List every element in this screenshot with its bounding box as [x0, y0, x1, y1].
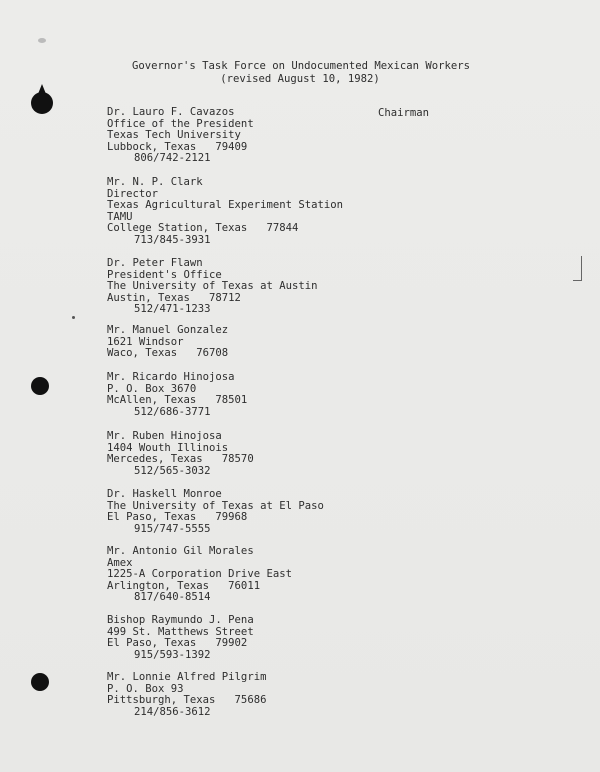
- member-address-line: McAllen, Texas 78501: [107, 394, 248, 407]
- member-entry: [107, 672, 266, 718]
- member-entry: [107, 431, 254, 477]
- chairman-label: Chairman: [378, 107, 430, 119]
- member-address-line: Pittsburgh, Texas 75686: [107, 694, 267, 707]
- member-name: Mr. Manuel Gonzalez: [107, 324, 229, 336]
- member-entry: [107, 546, 292, 604]
- member-address-line: College Station, Texas 77844: [107, 222, 299, 235]
- member-name: Mr. Antonio Gil Morales: [107, 545, 254, 557]
- member-address-line: Mercedes, Texas 78570: [107, 453, 254, 466]
- member-name: Mr. N. P. Clark: [107, 176, 203, 188]
- member-phone: 512/471-1233: [134, 303, 211, 316]
- member-entry: [107, 107, 254, 165]
- member-phone: 713/845-3931: [134, 233, 211, 246]
- member-entry: [107, 177, 343, 247]
- document-header: [0, 60, 600, 86]
- member-address-line: El Paso, Texas 79968: [107, 511, 248, 524]
- member-address-line: P. O. Box 93: [107, 682, 184, 695]
- member-address-line: Amex: [107, 556, 133, 569]
- member-entry: [107, 325, 228, 360]
- member-entry: [107, 372, 247, 418]
- member-name: Mr. Lonnie Alfred Pilgrim: [107, 671, 267, 683]
- document-title: Governor's Task Force on Undocumented Mexican Workers: [131, 60, 471, 72]
- member-phone: 214/856-3612: [134, 705, 211, 718]
- member-address-line: P. O. Box 3670: [107, 382, 197, 395]
- member-name: Dr. Lauro F. Cavazos: [107, 106, 235, 118]
- member-address-line: TAMU: [107, 210, 133, 223]
- binder-hole-middle: [31, 377, 49, 395]
- member-address-line: 1225-A Corporation Drive East: [107, 568, 292, 581]
- member-name: Dr. Peter Flawn: [107, 257, 203, 269]
- member-address-line: The University of Texas at Austin: [107, 280, 318, 293]
- member-name: Bishop Raymundo J. Pena: [107, 614, 254, 626]
- member-address-line: 1621 Windsor: [107, 335, 184, 348]
- member-name: Mr. Ruben Hinojosa: [107, 430, 222, 442]
- margin-mark: [573, 256, 582, 281]
- member-address-line: President's Office: [107, 268, 222, 281]
- member-phone: 512/565-3032: [134, 464, 211, 477]
- member-entry: [107, 258, 317, 316]
- document-subtitle: (revised August 10, 1982): [220, 73, 380, 85]
- member-address-line: The University of Texas at El Paso: [107, 499, 324, 512]
- member-name: Dr. Haskell Monroe: [107, 488, 222, 500]
- binder-hole-bottom: [31, 673, 49, 691]
- member-address-line: Austin, Texas 78712: [107, 291, 241, 304]
- member-entry: [107, 615, 254, 661]
- member-phone: 915/747-5555: [134, 522, 211, 535]
- member-phone: 817/640-8514: [134, 591, 211, 604]
- member-phone: 806/742-2121: [134, 152, 211, 165]
- speck: [72, 316, 75, 319]
- member-address-line: 1404 Wouth Illinois: [107, 441, 229, 454]
- smudge: [38, 38, 46, 43]
- member-entry: [107, 489, 324, 535]
- member-address-line: Arlington, Texas 76011: [107, 579, 261, 592]
- member-phone: 512/686-3771: [134, 405, 211, 418]
- binder-hole-top: [31, 92, 53, 114]
- member-phone: 915/593-1392: [134, 648, 211, 661]
- member-address-line: Director: [107, 187, 159, 200]
- member-address-line: Waco, Texas 76708: [107, 347, 229, 360]
- member-address-line: Lubbock, Texas 79409: [107, 140, 248, 153]
- member-address-line: El Paso, Texas 79902: [107, 637, 248, 650]
- member-address-line: Office of the President: [107, 117, 254, 130]
- member-address-line: Texas Tech University: [107, 129, 241, 142]
- member-address-line: 499 St. Matthews Street: [107, 625, 254, 638]
- member-name: Mr. Ricardo Hinojosa: [107, 371, 235, 383]
- member-address-line: Texas Agricultural Experiment Station: [107, 199, 343, 212]
